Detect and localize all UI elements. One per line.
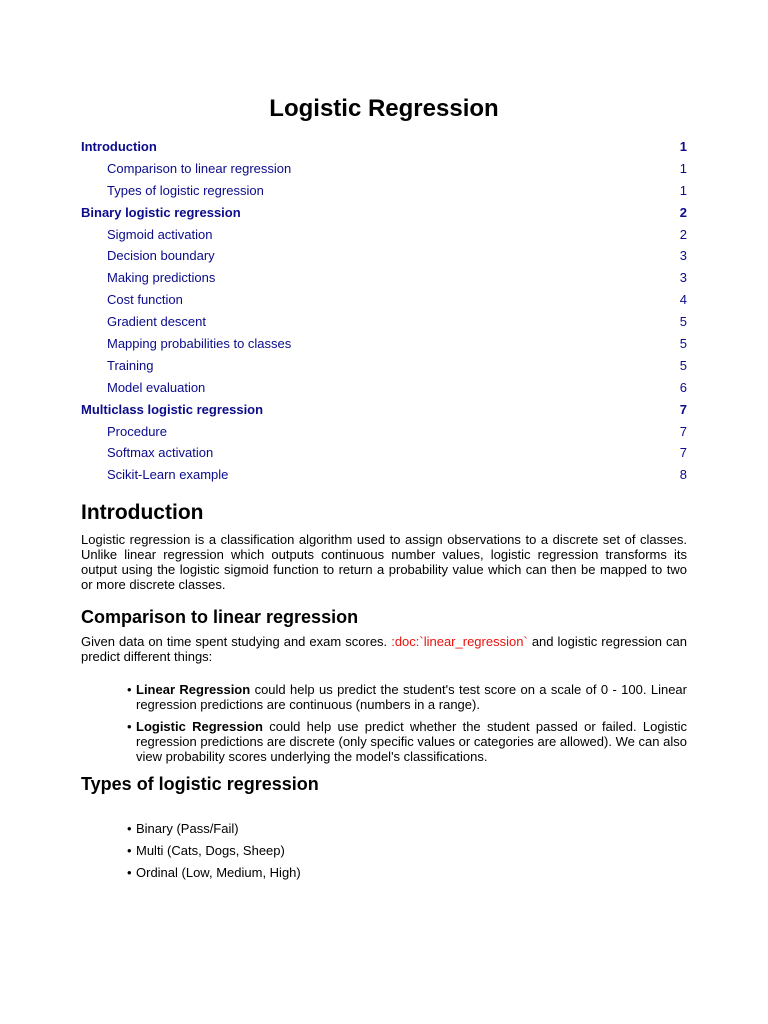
types-list xyxy=(127,821,687,887)
toc-item[interactable] xyxy=(81,399,687,421)
toc-item-page: 1 xyxy=(679,160,687,176)
toc-item-label: Types of logistic regression xyxy=(107,182,264,198)
toc-item-label: Softmax activation xyxy=(107,445,214,461)
doc-role-reference: :doc:`linear_regression` xyxy=(391,634,528,649)
toc-item[interactable] xyxy=(81,267,687,289)
toc-item-page: 2 xyxy=(679,204,687,220)
list-item-text: could help us predict the student's test score on a scale of 0 - 100. Linear regression predictions are continuous (numbers in a range). xyxy=(136,682,687,712)
toc-item-page: 7 xyxy=(679,401,687,417)
toc-item-label: Multiclass logistic regression xyxy=(81,401,264,417)
toc-item-page: 2 xyxy=(679,226,687,242)
toc-item-page: 1 xyxy=(679,182,687,198)
toc-item-label: Binary logistic regression xyxy=(81,204,241,220)
document-title: Logistic Regression xyxy=(269,95,499,122)
toc-item-page: 5 xyxy=(679,357,687,373)
toc-item-page: 4 xyxy=(679,292,687,308)
comparison-intro-start: Given data on time spent studying and exam scores. xyxy=(81,634,392,649)
toc-item[interactable] xyxy=(81,180,687,202)
toc-item[interactable] xyxy=(81,224,687,246)
toc-item-label: Model evaluation xyxy=(107,379,206,395)
toc-item-label: Procedure xyxy=(107,423,167,439)
toc-item-label: Comparison to linear regression xyxy=(107,160,292,176)
list-item-term: Linear Regression xyxy=(136,682,251,697)
toc-item-label: Gradient descent xyxy=(107,314,207,330)
toc-item-label: Training xyxy=(107,357,154,373)
toc-item-label: Mapping probabilities to classes xyxy=(107,336,292,352)
toc-item-label: Decision boundary xyxy=(107,248,215,264)
introduction-paragraph: Logistic regression is a classification algorithm used to assign observations to a discrete set of classes. Unlike linear regression which outputs continuous number values, logistic regression transforms its output using the logistic sigmoid function to return a probability value which can then be mapped to two or more discrete classes. xyxy=(81,532,687,592)
toc-item-page: 8 xyxy=(679,467,687,483)
toc-item-page: 1 xyxy=(679,139,687,154)
toc-item[interactable] xyxy=(81,442,687,464)
list-item: • Ordinal (Low, Medium, High) xyxy=(127,865,687,880)
toc-item-page: 5 xyxy=(679,336,687,352)
toc-item[interactable] xyxy=(81,158,687,180)
toc-item[interactable] xyxy=(81,311,687,333)
toc-item-label: Cost function xyxy=(107,292,183,308)
toc-item-label: Introduction xyxy=(81,139,157,154)
comparison-heading: Comparison to linear regression xyxy=(81,607,359,627)
list-item: • Multi (Cats, Dogs, Sheep) xyxy=(127,843,687,858)
toc-item-page: 5 xyxy=(679,314,687,330)
toc-item[interactable] xyxy=(81,245,687,267)
toc-item-page: 3 xyxy=(679,270,687,286)
toc-item[interactable] xyxy=(81,136,687,158)
toc-item-page: 6 xyxy=(679,379,687,395)
introduction-heading: Introduction xyxy=(81,501,204,524)
list-item-text: could help use predict whether the student passed or failed. Logistic regression predictions are discrete (only specific values or categories are allowed). We can also view probability scores underlying the model's classifications. xyxy=(136,719,688,764)
list-item: • Binary (Pass/Fail) xyxy=(127,821,687,836)
list-item xyxy=(127,682,687,712)
toc-item-page: 7 xyxy=(679,423,687,439)
toc-item[interactable] xyxy=(81,289,687,311)
toc-item[interactable] xyxy=(81,377,687,399)
toc-item[interactable] xyxy=(81,421,687,443)
comparison-list xyxy=(127,682,687,771)
toc-item-label: Sigmoid activation xyxy=(107,226,213,242)
toc-item-label: Making predictions xyxy=(107,270,216,286)
toc-item[interactable] xyxy=(81,355,687,377)
list-item xyxy=(127,719,687,764)
list-item-term: Logistic Regression xyxy=(136,719,263,734)
toc-item-page: 3 xyxy=(679,248,687,264)
types-heading: Types of logistic regression xyxy=(81,774,319,794)
comparison-intro xyxy=(81,634,687,664)
toc-item-label: Scikit-Learn example xyxy=(107,467,229,483)
toc-item[interactable] xyxy=(81,202,687,224)
comparison-intro-end: and logistic regression can predict different things: xyxy=(81,634,688,664)
toc-item-page: 7 xyxy=(679,445,687,461)
toc-item[interactable] xyxy=(81,464,687,486)
table-of-contents xyxy=(81,136,687,486)
toc-item[interactable] xyxy=(81,333,687,355)
